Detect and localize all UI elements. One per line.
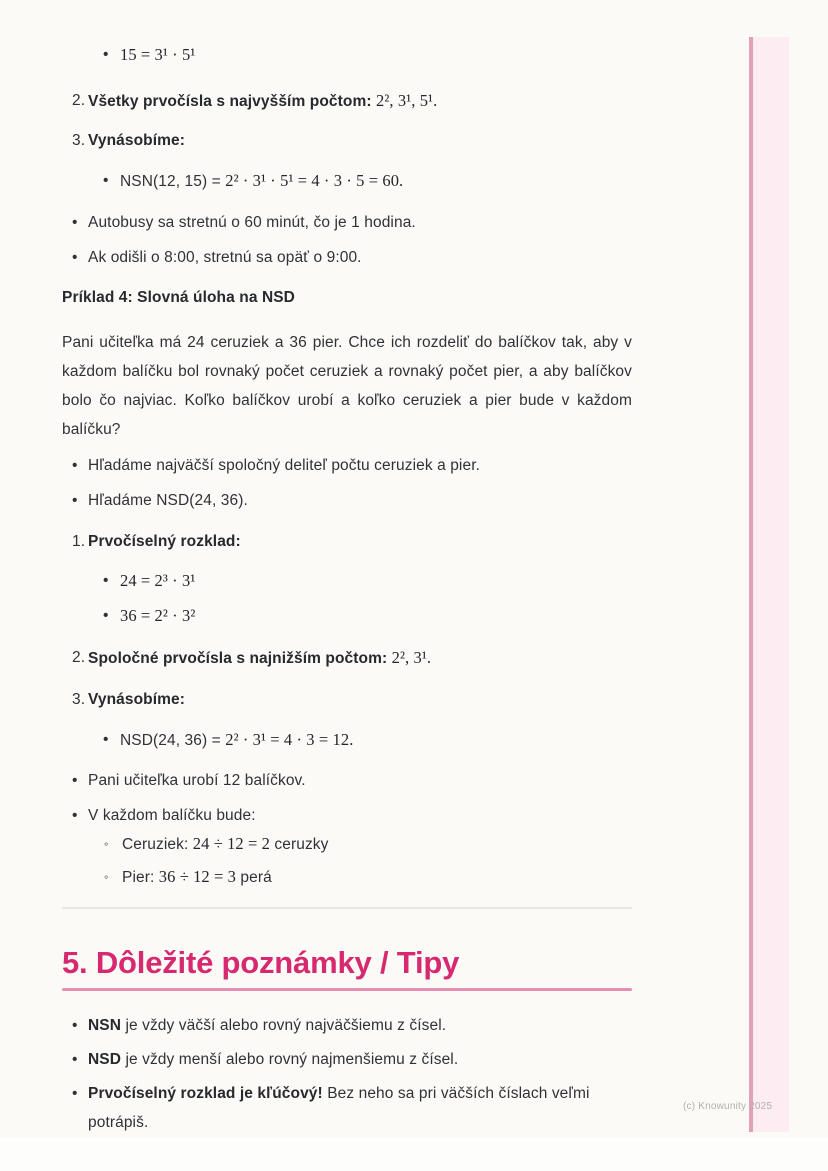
list-item-text: Pier: 36 ÷ 12 = 3 perá xyxy=(122,867,272,886)
tip-text: Prvočíselný rozklad je kľúčový! Bez neho sa pri väčších číslach veľmi potrápiš. xyxy=(88,1085,590,1131)
paragraph xyxy=(62,328,632,444)
bullet-marker: • xyxy=(72,772,78,789)
bullet-marker: • xyxy=(72,1017,78,1034)
number-marker: 2. xyxy=(72,92,86,109)
list-item xyxy=(62,729,632,751)
bullet-marker: • xyxy=(72,249,78,266)
bullet-marker: • xyxy=(103,731,109,748)
list-item-text: Spoločné prvočísla s najnižším počtom: 2², 3¹. xyxy=(88,648,432,667)
bullet-marker: • xyxy=(103,46,109,63)
circle-bullet-marker: ◦ xyxy=(104,870,109,884)
list-item xyxy=(62,770,632,791)
list-item xyxy=(62,570,632,592)
section-divider xyxy=(62,907,632,909)
bullet-marker: • xyxy=(103,172,109,189)
list-item xyxy=(62,212,632,233)
tip-text: NSD je vždy menší alebo rovný najmenšiemu z čísel. xyxy=(88,1051,459,1068)
list-item xyxy=(62,247,632,268)
list-item-text: Všetky prvočísla s najvyšším počtom: 2², 3¹, 5¹. xyxy=(88,91,438,110)
list-item-text: Ak odišli o 8:00, stretnú sa opäť o 9:00. xyxy=(88,249,362,266)
example-heading xyxy=(62,287,632,308)
list-item xyxy=(62,805,632,826)
number-marker: 3. xyxy=(72,691,86,708)
bullet-marker: • xyxy=(72,457,78,474)
tip-item xyxy=(62,1079,607,1137)
tip-item xyxy=(62,1049,632,1070)
list-item xyxy=(62,170,632,192)
list-item-text: 15 = 3¹ · 5¹ xyxy=(120,45,196,64)
list-item-text: NSD(24, 36) = 2² · 3¹ = 4 · 3 = 12. xyxy=(120,730,354,749)
bullet-marker: • xyxy=(72,1051,78,1068)
tip-text: NSN je vždy väčší alebo rovný najväčšiemu z čísel. xyxy=(88,1017,447,1034)
number-marker: 1. xyxy=(72,533,86,550)
list-item-text: Hľadáme najväčší spoločný deliteľ počtu ceruziek a pier. xyxy=(88,457,481,474)
number-marker: 2. xyxy=(72,649,86,666)
heading-underline xyxy=(62,988,632,991)
list-item-text: V každom balíčku bude: xyxy=(88,807,256,824)
section-heading: 5. Dôležité poznámky / Tipy xyxy=(62,945,460,980)
list-item xyxy=(62,605,632,627)
numbered-list-item xyxy=(62,647,632,669)
copyright-watermark: (c) Knowunity 2025 xyxy=(683,1101,773,1112)
list-item-text: Hľadáme NSD(24, 36). xyxy=(88,492,248,509)
list-item-text: 36 = 2² · 3² xyxy=(120,606,196,625)
list-item-text: Vynásobíme: xyxy=(88,691,185,708)
bullet-marker: • xyxy=(103,607,109,624)
numbered-list-item xyxy=(62,531,632,552)
list-item-text: Pani učiteľka urobí 12 balíčkov. xyxy=(88,772,306,789)
number-marker: 3. xyxy=(72,132,86,149)
list-item-text: NSN(12, 15) = 2² · 3¹ · 5¹ = 4 · 3 · 5 = 60. xyxy=(120,171,404,190)
list-item-text: Prvočíselný rozklad: xyxy=(88,533,241,550)
bullet-marker: • xyxy=(72,492,78,509)
sub-list-item xyxy=(62,833,632,855)
bullet-marker: • xyxy=(72,1085,78,1102)
list-item xyxy=(62,490,632,511)
bullet-marker: • xyxy=(103,572,109,589)
heading-text: Príklad 4: Slovná úloha na NSD xyxy=(62,289,295,306)
list-item-text: 24 = 2³ · 3¹ xyxy=(120,571,196,590)
circle-bullet-marker: ◦ xyxy=(104,837,109,851)
list-item-text: Ceruziek: 24 ÷ 12 = 2 ceruzky xyxy=(122,834,329,853)
sub-list-item xyxy=(62,866,632,888)
list-item-text: Vynásobíme: xyxy=(88,132,185,149)
numbered-list-item xyxy=(62,90,632,112)
numbered-list-item xyxy=(62,689,632,710)
bullet-marker: • xyxy=(72,807,78,824)
numbered-list-item xyxy=(62,130,632,151)
bullet-marker: • xyxy=(72,214,78,231)
list-item-text: Autobusy sa stretnú o 60 minút, čo je 1 hodina. xyxy=(88,214,416,231)
page-content xyxy=(62,0,632,1137)
paragraph-text: Pani učiteľka má 24 ceruziek a 36 pier. Chce ich rozdeliť do balíčkov tak, aby v každom balíčku bol rovnaký počet ceruziek a rovnaký počet pier, a aby balíčkov bolo čo najviac. Koľko balíčkov urobí a koľko ceruziek a pier bude v každom balíčku? xyxy=(62,334,632,438)
tip-item xyxy=(62,1015,632,1036)
decorative-pink-side-bar xyxy=(749,37,789,1132)
list-item xyxy=(62,44,632,66)
list-item xyxy=(62,455,632,476)
